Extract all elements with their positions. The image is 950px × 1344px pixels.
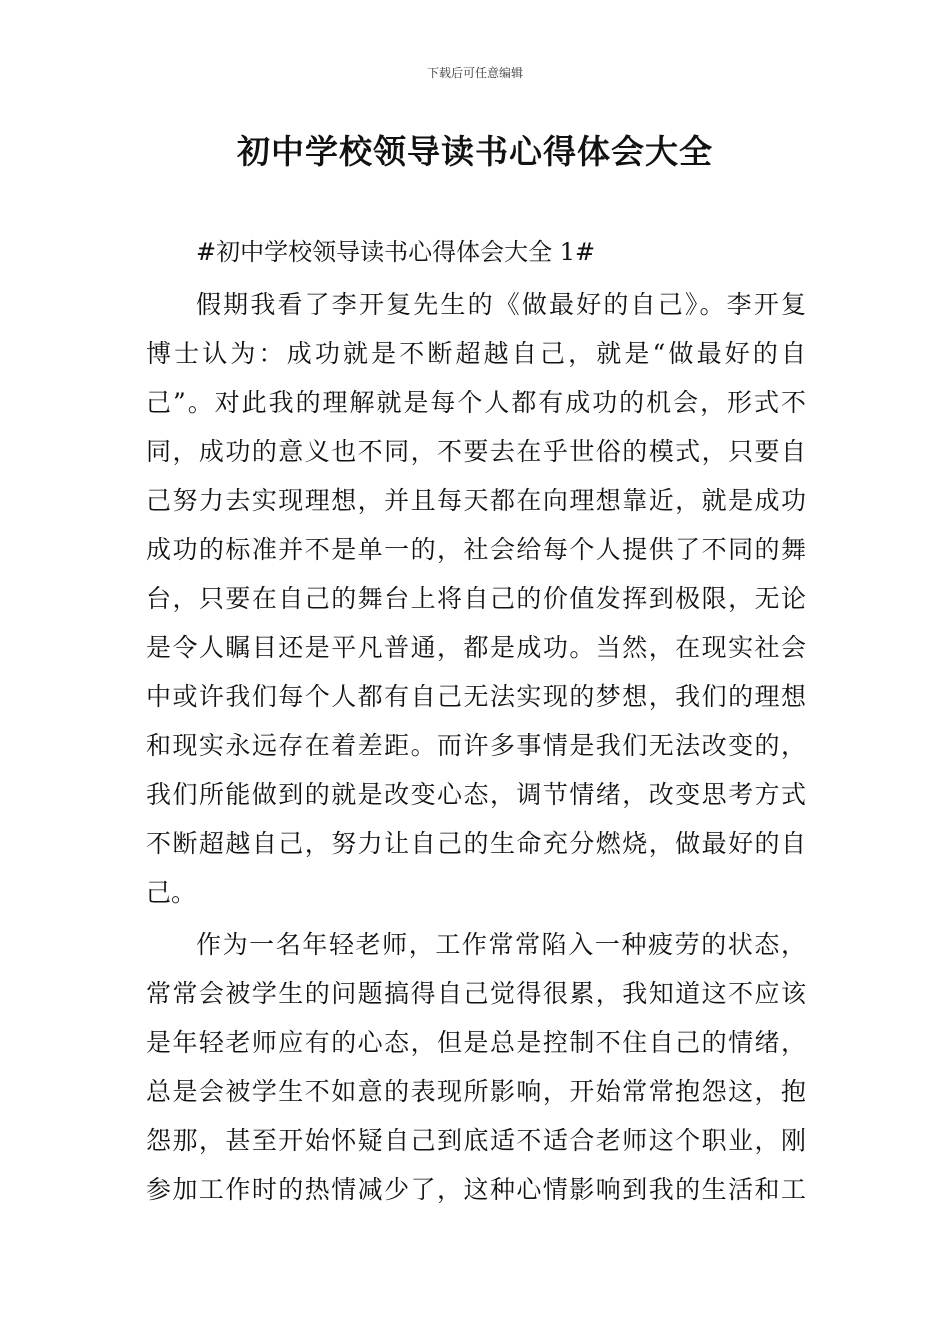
document-title: 初中学校领导读书心得体会大全 [237, 132, 713, 171]
text-line: 己努力去实现理想，并且每天都在向理想靠近，就是成功 [146, 486, 806, 515]
header-note: 下载后可任意编辑 [426, 66, 523, 80]
text-line: 不断超越自己，努力让自己的生命充分燃烧，做最好的自 [146, 829, 806, 858]
text-line: 博士认为：成功就是不断超越自己，就是“做最好的自 [146, 339, 806, 368]
text-line: 中或许我们每个人都有自己无法实现的梦想，我们的理想 [146, 682, 806, 711]
text-line: 和现实永远存在着差距。而许多事情是我们无法改变的， [146, 731, 806, 760]
paragraph-1 [146, 280, 806, 917]
text-line: 我们所能做到的就是改变心态，调节情绪，改变思考方式 [146, 780, 806, 809]
text-line: 台，只要在自己的舞台上将自己的价值发挥到极限，无论 [146, 584, 806, 613]
text-line: 总是会被学生不如意的表现所影响，开始常常抱怨这，抱 [146, 1077, 806, 1106]
text-line: 成功的标准并不是单一的，社会给每个人提供了不同的舞 [146, 535, 806, 564]
text-line: 参加工作时的热情减少了，这种心情影响到我的生活和工 [146, 1175, 806, 1204]
text-line: 是年轻老师应有的心态，但是总是控制不住自己的情绪， [146, 1028, 806, 1057]
text-line: 常常会被学生的问题搞得自己觉得很累，我知道这不应该 [146, 979, 806, 1008]
text-line: 作为一名年轻老师，工作常常陷入一种疲劳的状态， [196, 930, 806, 959]
paragraph-2 [146, 920, 806, 1214]
text-line: 己”。对此我的理解就是每个人都有成功的机会，形式不 [146, 388, 806, 417]
text-line: 同，成功的意义也不同，不要去在乎世俗的模式，只要自 [146, 437, 806, 466]
text-line: 是令人瞩目还是平凡普通，都是成功。当然，在现实社会 [146, 633, 806, 662]
text-line: 己。 [146, 878, 197, 907]
text-line: 怨那，甚至开始怀疑自己到底适不适合老师这个职业，刚 [146, 1126, 806, 1155]
section-heading: #初中学校领导读书心得体会大全 1# [196, 238, 596, 266]
text-line: 假期我看了李开复先生的《做最好的自己》。李开复 [196, 290, 806, 319]
